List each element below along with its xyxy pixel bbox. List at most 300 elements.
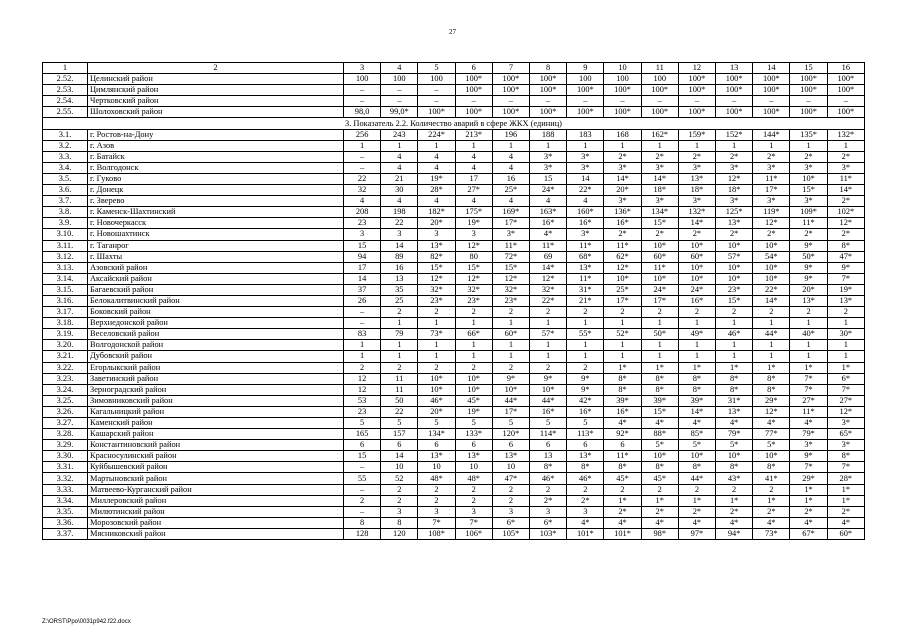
value-cell: 14 — [344, 273, 381, 284]
value-cell: 23 — [344, 218, 381, 229]
value-cell: 183 — [567, 129, 604, 140]
value-cell: 5* — [678, 440, 715, 451]
value-cell: 11* — [530, 240, 567, 251]
table-row — [43, 273, 865, 284]
value-cell: 168 — [604, 129, 641, 140]
value-cell: 2* — [753, 151, 790, 162]
value-cell: 60* — [827, 528, 864, 539]
value-cell: 12* — [604, 262, 641, 273]
value-cell: 92* — [604, 429, 641, 440]
value-cell: 2* — [678, 151, 715, 162]
value-cell: 1 — [641, 318, 678, 329]
value-cell: 46* — [530, 473, 567, 484]
value-cell: 62* — [604, 251, 641, 262]
value-cell: 72* — [492, 251, 529, 262]
value-cell: 80 — [455, 251, 492, 262]
row-name-cell: Веселовский район — [88, 329, 344, 340]
value-cell: 2 — [567, 484, 604, 495]
value-cell: 1 — [418, 351, 455, 362]
value-cell: 2 — [492, 307, 529, 318]
value-cell: 49* — [678, 329, 715, 340]
value-cell: 7* — [827, 273, 864, 284]
value-cell: 19* — [455, 406, 492, 417]
value-cell: 44* — [530, 395, 567, 406]
value-cell: 4 — [418, 162, 455, 173]
value-cell: 8 — [381, 517, 418, 528]
value-cell: 9* — [827, 262, 864, 273]
value-cell: – — [827, 96, 864, 107]
value-cell: 6 — [492, 440, 529, 451]
value-cell: 4* — [641, 517, 678, 528]
value-cell: 12* — [455, 240, 492, 251]
value-cell: 10* — [790, 173, 827, 184]
value-cell: 5 — [492, 418, 529, 429]
value-cell: 1 — [567, 351, 604, 362]
value-cell: 1 — [344, 351, 381, 362]
value-cell: 17 — [344, 262, 381, 273]
row-number-cell: 3.4. — [43, 162, 88, 173]
value-cell: 2 — [381, 307, 418, 318]
value-cell: 2* — [716, 506, 753, 517]
value-cell: 12* — [827, 406, 864, 417]
row-name-cell: Морозовский район — [88, 517, 344, 528]
value-cell: 135* — [790, 129, 827, 140]
row-number-cell: 3.18. — [43, 318, 88, 329]
value-cell: 21* — [567, 295, 604, 306]
value-cell: 1 — [604, 340, 641, 351]
value-cell: 1 — [381, 340, 418, 351]
value-cell: 14* — [530, 262, 567, 273]
value-cell: 2* — [753, 506, 790, 517]
value-cell: 1 — [790, 351, 827, 362]
value-cell: 2 — [381, 495, 418, 506]
table-row — [43, 406, 865, 417]
value-cell: 3* — [790, 440, 827, 451]
value-cell: – — [344, 162, 381, 173]
value-cell: 1* — [716, 495, 753, 506]
value-cell: 1 — [827, 140, 864, 151]
value-cell: 13* — [418, 240, 455, 251]
row-name-cell: Боковский район — [88, 307, 344, 318]
table-row — [43, 329, 865, 340]
value-cell: 2 — [530, 484, 567, 495]
value-cell: 27* — [790, 395, 827, 406]
header-row — [43, 63, 865, 74]
value-cell: 152* — [716, 129, 753, 140]
row-name-cell: Зимовниковский район — [88, 395, 344, 406]
row-name-cell: Милютинский район — [88, 506, 344, 517]
value-cell: 8* — [678, 384, 715, 395]
value-cell: 103* — [530, 528, 567, 539]
value-cell: 13* — [678, 173, 715, 184]
value-cell: 18* — [641, 185, 678, 196]
value-cell: 3 — [418, 229, 455, 240]
value-cell: 2 — [418, 495, 455, 506]
value-cell: 100* — [641, 107, 678, 118]
value-cell: 20* — [790, 284, 827, 295]
value-cell: 25* — [492, 185, 529, 196]
value-cell: 2* — [827, 229, 864, 240]
table-row — [43, 384, 865, 395]
row-name-cell: Егорлыкский район — [88, 362, 344, 373]
value-cell: 100* — [492, 107, 529, 118]
row-number-cell: 3.12. — [43, 251, 88, 262]
data-table — [42, 62, 865, 540]
value-cell: 3* — [567, 151, 604, 162]
value-cell: 3* — [790, 162, 827, 173]
value-cell: – — [344, 85, 381, 96]
value-cell: 2 — [790, 307, 827, 318]
value-cell: – — [716, 96, 753, 107]
value-cell: 6 — [567, 440, 604, 451]
value-cell: 13* — [492, 451, 529, 462]
value-cell: 1* — [790, 484, 827, 495]
value-cell: 94* — [716, 528, 753, 539]
value-cell: 100 — [604, 74, 641, 85]
value-cell: 100* — [641, 85, 678, 96]
value-cell: 8 — [344, 517, 381, 528]
value-cell: 1 — [530, 140, 567, 151]
value-cell: 10* — [530, 384, 567, 395]
value-cell: 6* — [530, 517, 567, 528]
value-cell: 4* — [604, 517, 641, 528]
row-name-cell: Кашарский район — [88, 429, 344, 440]
value-cell: 10 — [492, 462, 529, 473]
value-cell: 27* — [827, 395, 864, 406]
row-name-cell: г. Новошахтинск — [88, 229, 344, 240]
row-number-cell: 3.1. — [43, 129, 88, 140]
value-cell: – — [604, 96, 641, 107]
value-cell: 22* — [567, 185, 604, 196]
value-cell: 3* — [641, 162, 678, 173]
row-name-cell: г. Донецк — [88, 185, 344, 196]
row-name-cell: г. Таганрог — [88, 240, 344, 251]
value-cell: 8* — [827, 451, 864, 462]
value-cell: 12* — [753, 406, 790, 417]
value-cell: 82* — [418, 251, 455, 262]
value-cell: 1 — [827, 351, 864, 362]
value-cell: 66* — [455, 329, 492, 340]
row-name-cell: г. Каменск-Шахтинский — [88, 207, 344, 218]
value-cell: 10* — [641, 273, 678, 284]
value-cell: 19* — [455, 218, 492, 229]
table-row — [43, 418, 865, 429]
value-cell: 5 — [418, 418, 455, 429]
value-cell: 8* — [604, 462, 641, 473]
value-cell: 1 — [418, 318, 455, 329]
value-cell: 23* — [492, 295, 529, 306]
value-cell: 67* — [790, 528, 827, 539]
value-cell: 10* — [716, 240, 753, 251]
value-cell: 11 — [381, 373, 418, 384]
value-cell: 243 — [381, 129, 418, 140]
value-cell: 1 — [567, 340, 604, 351]
row-number-cell: 2.52. — [43, 74, 88, 85]
value-cell: 16* — [530, 406, 567, 417]
value-cell: 53 — [344, 395, 381, 406]
value-cell: 1 — [567, 318, 604, 329]
value-cell: 16* — [567, 406, 604, 417]
row-number-cell: 3.31. — [43, 462, 88, 473]
value-cell: 1* — [790, 362, 827, 373]
value-cell: 12* — [530, 273, 567, 284]
value-cell: 100* — [678, 74, 715, 85]
value-cell: 11* — [604, 240, 641, 251]
value-cell: 4 — [418, 196, 455, 207]
value-cell: 97* — [678, 528, 715, 539]
value-cell: – — [344, 151, 381, 162]
value-cell: 2 — [381, 362, 418, 373]
value-cell: 4* — [753, 418, 790, 429]
value-cell: 2* — [790, 151, 827, 162]
row-number-cell: 3.6. — [43, 185, 88, 196]
value-cell: 3* — [530, 162, 567, 173]
row-name-cell: Каменский район — [88, 418, 344, 429]
value-cell: 10* — [455, 384, 492, 395]
value-cell: 108* — [418, 528, 455, 539]
table-row — [43, 495, 865, 506]
value-cell: 15 — [344, 451, 381, 462]
value-cell: 9* — [530, 373, 567, 384]
value-cell: 5 — [455, 418, 492, 429]
value-cell: 4* — [678, 418, 715, 429]
value-cell: 85* — [678, 429, 715, 440]
row-number-cell: 1 — [43, 63, 88, 74]
value-cell: 100* — [455, 85, 492, 96]
value-cell: 10* — [716, 273, 753, 284]
value-cell: 6 — [604, 440, 641, 451]
value-cell: 109* — [790, 207, 827, 218]
row-number-cell: 3.23. — [43, 373, 88, 384]
value-cell: 100* — [716, 74, 753, 85]
value-cell: 11* — [790, 218, 827, 229]
value-cell: 100 — [344, 74, 381, 85]
value-cell: 7 — [492, 63, 529, 74]
value-cell: 1 — [418, 140, 455, 151]
value-cell: 8* — [641, 373, 678, 384]
value-cell: 8* — [604, 384, 641, 395]
value-cell: 3 — [492, 506, 529, 517]
value-cell: 1 — [530, 351, 567, 362]
value-cell: 13* — [418, 451, 455, 462]
value-cell: 55* — [567, 329, 604, 340]
value-cell: 50 — [381, 395, 418, 406]
value-cell: 57* — [716, 251, 753, 262]
table-row — [43, 162, 865, 173]
value-cell: 2 — [716, 484, 753, 495]
value-cell: 132* — [678, 207, 715, 218]
value-cell: 73* — [418, 329, 455, 340]
value-cell: 100* — [567, 107, 604, 118]
value-cell: 198 — [381, 207, 418, 218]
value-cell: 16* — [530, 218, 567, 229]
value-cell: 106* — [455, 528, 492, 539]
value-cell: 100* — [790, 85, 827, 96]
value-cell: – — [418, 96, 455, 107]
row-name-cell: г. Гуково — [88, 173, 344, 184]
value-cell: 3 — [455, 229, 492, 240]
value-cell: 16* — [678, 295, 715, 306]
value-cell: 4 — [492, 151, 529, 162]
row-number-cell: 3.28. — [43, 429, 88, 440]
value-cell: 14 — [753, 63, 790, 74]
value-cell: 39* — [678, 395, 715, 406]
row-number-cell: 3.8. — [43, 207, 88, 218]
value-cell: 100 — [418, 74, 455, 85]
value-cell: 2 — [567, 362, 604, 373]
value-cell: 1 — [492, 340, 529, 351]
row-name-cell: Красносулинский район — [88, 451, 344, 462]
value-cell: 7* — [827, 384, 864, 395]
value-cell: 1* — [604, 495, 641, 506]
table-row — [43, 351, 865, 362]
value-cell: 7* — [790, 384, 827, 395]
value-cell: 10* — [455, 373, 492, 384]
value-cell: 13* — [790, 295, 827, 306]
value-cell: 19* — [418, 173, 455, 184]
row-name-cell: Матвеево-Курганский район — [88, 484, 344, 495]
value-cell: 44* — [753, 329, 790, 340]
value-cell: 100* — [567, 85, 604, 96]
value-cell: 1 — [604, 351, 641, 362]
value-cell: 136* — [604, 207, 641, 218]
value-cell: 6 — [344, 440, 381, 451]
value-cell: 175* — [455, 207, 492, 218]
value-cell: 48* — [418, 473, 455, 484]
value-cell: 100* — [827, 74, 864, 85]
table-row — [43, 517, 865, 528]
value-cell: 2* — [604, 229, 641, 240]
value-cell: – — [530, 96, 567, 107]
value-cell: – — [381, 96, 418, 107]
table-row — [43, 196, 865, 207]
row-number-cell: 3.26. — [43, 406, 88, 417]
value-cell: 100* — [455, 107, 492, 118]
value-cell: 1 — [827, 340, 864, 351]
value-cell: 24* — [530, 185, 567, 196]
row-name-cell: г. Азов — [88, 140, 344, 151]
table-row — [43, 429, 865, 440]
value-cell: 2 — [455, 307, 492, 318]
value-cell: 24* — [678, 284, 715, 295]
value-cell: 169* — [492, 207, 529, 218]
value-cell: 2 — [492, 495, 529, 506]
value-cell: 16 — [492, 173, 529, 184]
value-cell: 22* — [753, 284, 790, 295]
value-cell: 13* — [827, 295, 864, 306]
value-cell: 1* — [753, 495, 790, 506]
value-cell: 1 — [530, 340, 567, 351]
value-cell: 8* — [604, 373, 641, 384]
table-row — [43, 506, 865, 517]
value-cell: 25* — [604, 284, 641, 295]
value-cell: 163* — [530, 207, 567, 218]
value-cell: 22* — [530, 295, 567, 306]
footer-file-path: Z:\ORST\Ppo\0031p942.f22.docx — [42, 619, 131, 625]
table-row — [43, 307, 865, 318]
value-cell: 16* — [567, 218, 604, 229]
value-cell: 60* — [678, 251, 715, 262]
value-cell: 1 — [753, 140, 790, 151]
value-cell: 1 — [344, 140, 381, 151]
value-cell: 10* — [641, 451, 678, 462]
value-cell: 182* — [418, 207, 455, 218]
row-number-cell: 3.32. — [43, 473, 88, 484]
value-cell: 46* — [716, 329, 753, 340]
value-cell: 12 — [678, 63, 715, 74]
table-row — [43, 207, 865, 218]
value-cell: 16* — [604, 218, 641, 229]
row-name-cell: Мясниковский район — [88, 528, 344, 539]
value-cell: 60* — [641, 251, 678, 262]
value-cell: 1* — [604, 362, 641, 373]
value-cell: 14 — [381, 451, 418, 462]
value-cell: 8* — [827, 240, 864, 251]
value-cell: 2 — [455, 362, 492, 373]
value-cell: 46* — [418, 395, 455, 406]
row-number-cell: 3.37. — [43, 528, 88, 539]
value-cell: 5* — [753, 440, 790, 451]
value-cell: 120* — [492, 429, 529, 440]
value-cell: 1 — [678, 318, 715, 329]
value-cell: – — [455, 96, 492, 107]
row-name-cell: Куйбышевский район — [88, 462, 344, 473]
value-cell: 2 — [567, 307, 604, 318]
row-name-cell: Цимлянский район — [88, 85, 344, 96]
value-cell: 24* — [641, 284, 678, 295]
table-row — [43, 395, 865, 406]
table-row — [43, 318, 865, 329]
value-cell: 208 — [344, 207, 381, 218]
table-row — [43, 96, 865, 107]
value-cell: 100* — [678, 85, 715, 96]
value-cell: 55 — [344, 473, 381, 484]
value-cell: 15* — [418, 262, 455, 273]
row-number-cell: 3.24. — [43, 384, 88, 395]
value-cell: 1 — [678, 340, 715, 351]
value-cell: 188 — [530, 129, 567, 140]
value-cell: 1 — [344, 340, 381, 351]
value-cell: 100* — [530, 74, 567, 85]
row-name-cell: Чертковский район — [88, 96, 344, 107]
row-name-cell: Заветинский район — [88, 373, 344, 384]
section-title: 3. Показатель 2.2. Количество аварий в сфере ЖКХ (единиц) — [43, 118, 865, 129]
value-cell: 1* — [641, 362, 678, 373]
value-cell: 6* — [492, 517, 529, 528]
row-number-cell: 3.25. — [43, 395, 88, 406]
value-cell: 7* — [790, 373, 827, 384]
value-cell: 2 — [418, 307, 455, 318]
value-cell: 22 — [381, 406, 418, 417]
value-cell: 11* — [753, 173, 790, 184]
value-cell: 17 — [455, 173, 492, 184]
value-cell: 2* — [641, 151, 678, 162]
value-cell: 10 — [604, 63, 641, 74]
value-cell: 12* — [753, 218, 790, 229]
value-cell: 1 — [790, 340, 827, 351]
value-cell: 83 — [344, 329, 381, 340]
value-cell: 11* — [827, 173, 864, 184]
row-number-cell: 3.17. — [43, 307, 88, 318]
value-cell: 100* — [604, 85, 641, 96]
table-row — [43, 451, 865, 462]
value-cell: 14* — [678, 406, 715, 417]
value-cell: 4* — [678, 517, 715, 528]
value-cell: 17* — [492, 406, 529, 417]
value-cell: – — [344, 318, 381, 329]
value-cell: 8* — [641, 384, 678, 395]
table-row — [43, 284, 865, 295]
